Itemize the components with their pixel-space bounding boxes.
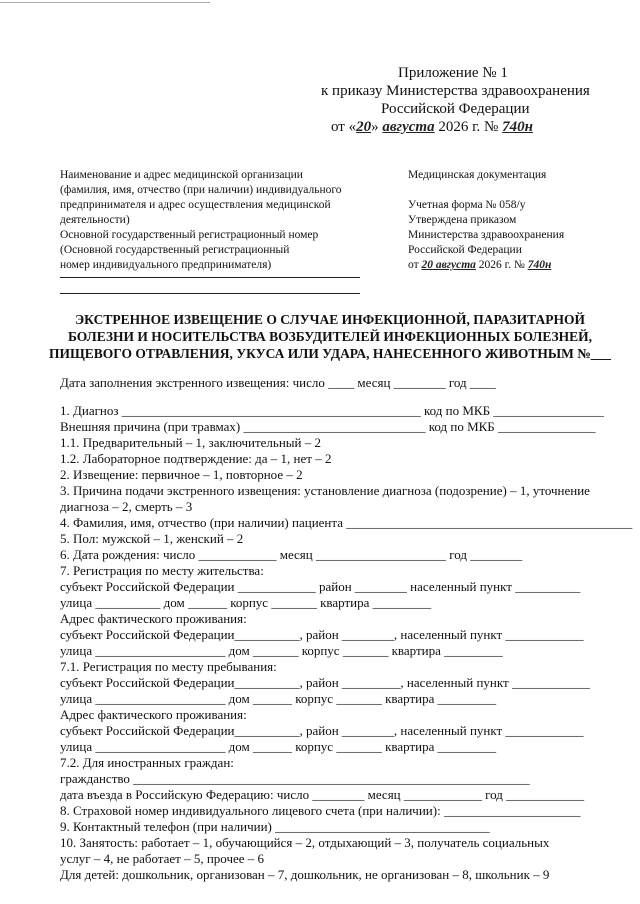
employment-options-cont: услуг – 4, не работает – 5, прочее – 6 (60, 851, 265, 866)
approved-label: Утверждена приказом (408, 214, 517, 226)
phone-field: 9. Контактный телефон (при наличии) _________________________________ (60, 819, 490, 834)
patient-name-field: 4. Фамилия, имя, отчество (при наличии) пациента ____________________________________________ (60, 515, 633, 530)
ogrn-label-2: (Основной государственный регистрационный (60, 244, 290, 256)
sex-options: 5. Пол: мужской – 1, женский – 2 (60, 531, 244, 546)
org-name-label-4: деятельности) (60, 214, 130, 226)
ogrn-label-3: номер индивидуального предпринимателя) (60, 259, 272, 271)
actual-address-heading: Адрес фактического проживания: (60, 611, 247, 626)
entry-date-field: дата въезда в Российскую Федерацию: число ________ месяц ____________ год ____________ (60, 787, 585, 802)
approval-date-suffix: 2026 г. № (475, 259, 528, 271)
order-date-day: 20 (356, 119, 372, 135)
diagnosis-type-options: 1.1. Предварительный – 1, заключительный – 2 (60, 435, 321, 450)
ministry-label: Министерства здравоохранения (408, 229, 565, 241)
approval-date-prefix: от (408, 259, 422, 271)
residence-street-fields: улица __________ дом ______ корпус _______ квартира _________ (60, 595, 432, 610)
diagnosis-field: 1. Диагноз ______________________________________________ код по МКБ _________________ (60, 403, 604, 418)
stay-street-fields: улица ____________________ дом ______ корпус _______ квартира _________ (60, 691, 497, 706)
form-title-line-3: ПИЩЕВОГО ОТРАВЛЕНИЯ, УКУСА ИЛИ УДАРА, НАНЕСЕННОГО ЖИВОТНЫМ №___ (48, 346, 612, 361)
ogrn-label: Основной государственный регистрационный номер (60, 229, 319, 241)
order-date-line (331, 118, 533, 136)
children-options: Для детей: дошкольник, организован – 7, дошкольник, не организован – 8, школьник – 9 (60, 867, 550, 882)
order-date-month: августа (382, 119, 435, 135)
stay-actual-region-fields: субъект Российской Федерации__________, район ________, населенный пункт ____________ (60, 723, 584, 738)
org-line-2 (60, 293, 360, 294)
residence-registration-heading: 7. Регистрация по месту жительства: (60, 563, 264, 578)
notice-reason-options-cont: диагноза – 2, смерть – 3 (60, 499, 193, 514)
appendix-label: Приложение № 1 (398, 65, 508, 81)
notice-type-options: 2. Извещение: первичное – 1, повторное – 2 (60, 467, 303, 482)
approval-date-line (408, 258, 551, 272)
snils-field: 8. Страховой номер индивидуального лицевого счета (при наличии): _____________________ (60, 803, 581, 818)
actual-street-fields: улица ____________________ дом _______ корпус _______ квартира _________ (60, 643, 503, 658)
stay-actual-address-heading: Адрес фактического проживания: (60, 707, 247, 722)
approval-number-handwritten: 740н (527, 259, 552, 271)
form-number-label: Учетная форма № 058/у (408, 199, 526, 211)
org-name-label-3: предпринимателя и адрес осуществления медицинской (60, 199, 331, 211)
order-reference: к приказу Министерства здравоохранения (321, 83, 590, 99)
medical-docs-label: Медицинская документация (408, 169, 547, 181)
actual-region-fields: субъект Российской Федерации__________, район ________, населенный пункт ____________ (60, 627, 584, 642)
scan-edge-line (0, 2, 210, 3)
notice-reason-options: 3. Причина подачи экстренного извещения: установление диагноза (подозрение) – 1, уточнение (60, 483, 590, 498)
foreigners-heading: 7.2. Для иностранных граждан: (60, 755, 234, 770)
order-date-mid: » (371, 119, 383, 135)
order-date-year: 2026 г. № (434, 119, 503, 135)
form-title-line-2: БОЛЕЗНИ И НОСИТЕЛЬСТВА ВОЗБУДИТЕЛЕЙ ИНФЕКЦИОННЫХ БОЛЕЗНЕЙ, (67, 329, 593, 344)
order-number: 740н (502, 119, 533, 135)
stay-actual-street-fields: улица ____________________ дом ______ корпус _______ квартира _________ (60, 739, 497, 754)
citizenship-field: гражданство _____________________________________________________________ (60, 771, 530, 786)
stay-registration-heading: 7.1. Регистрация по месту пребывания: (60, 659, 277, 674)
org-line-1 (60, 277, 360, 278)
federation-label: Российской Федерации (381, 101, 530, 117)
approval-date-handwritten: 20 августа (421, 259, 476, 271)
residence-region-fields: субъект Российской Федерации ____________ район ________ населенный пункт __________ (60, 579, 581, 594)
org-name-label: Наименование и адрес медицинской организации (60, 169, 303, 181)
birth-date-field: 6. Дата рождения: число ____________ месяц ____________________ год ________ (60, 547, 523, 562)
order-date-prefix: от « (331, 119, 357, 135)
external-cause-field: Внешняя причина (при травмах) ____________________________ код по МКБ _______________ (60, 419, 596, 434)
org-name-label-2: (фамилия, имя, отчество (при наличии) индивидуального (60, 184, 342, 196)
form-title-line-1: ЭКСТРЕННОЕ ИЗВЕЩЕНИЕ О СЛУЧАЕ ИНФЕКЦИОННОЙ, ПАРАЗИТАРНОЙ (75, 312, 585, 327)
stay-region-fields: субъект Российской Федерации__________, район _________, населенный пункт ____________ (60, 675, 590, 690)
federation-label-right: Российской Федерации (408, 244, 522, 256)
lab-confirmation-options: 1.2. Лабораторное подтверждение: да – 1, нет – 2 (60, 451, 332, 466)
fill-date-field: Дата заполнения экстренного извещения: число ____ месяц ________ год ____ (60, 375, 496, 390)
employment-options: 10. Занятость: работает – 1, обучающийся – 2, отдыхающий – 3, получатель социальных (60, 835, 550, 850)
